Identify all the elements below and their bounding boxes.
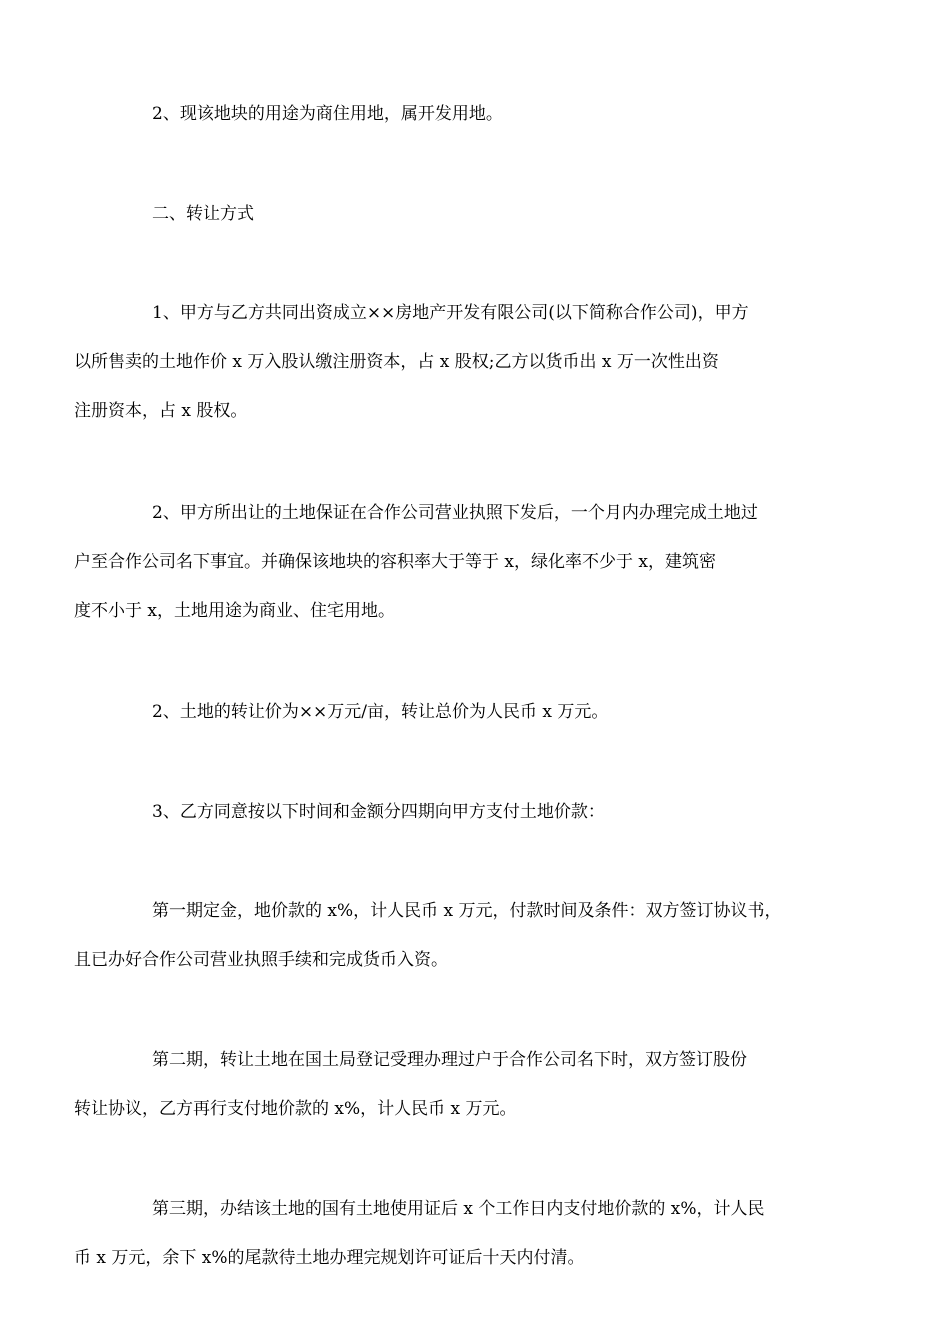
- text-line: 第二期，转让土地在国土局登记受理办理过户于合作公司名下时，双方签订股份: [152, 1050, 747, 1070]
- text-line: 第一期定金，地价款的 x%，计人民币 x 万元，付款时间及条件：双方签订协议书，: [152, 901, 782, 921]
- text-line: 1、甲方与乙方共同出资成立××房地产开发有限公司(以下简称合作公司)，甲方: [152, 303, 749, 323]
- text-line: 2、现该地块的用途为商住用地，属开发用地。: [152, 104, 503, 124]
- text-line: 户至合作公司名下事宜。并确保该地块的容积率大于等于 x，绿化率不少于 x，建筑密: [74, 552, 716, 572]
- text-line: 转让协议，乙方再行支付地价款的 x%，计人民币 x 万元。: [74, 1099, 517, 1119]
- text-line: 币 x 万元，余下 x%的尾款待土地办理完规划许可证后十天内付清。: [74, 1248, 585, 1268]
- section-heading-transfer-method: [113, 190, 840, 239]
- text-line: 2、甲方所出让的土地保证在合作公司营业执照下发后，一个月内办理完成土地过: [152, 503, 758, 523]
- text-line: 以所售卖的土地作价 x 万入股认缴注册资本，占 x 股权;乙方以货币出 x 万一次性出资: [74, 352, 719, 372]
- text-line: 3、乙方同意按以下时间和金额分四期向甲方支付土地价款：: [152, 802, 605, 822]
- text-line: 第三期，办结该土地的国有土地使用证后 x 个工作日内支付地价款的 x%，计人民: [152, 1199, 765, 1219]
- paragraph-second-payment: [74, 1036, 840, 1134]
- text-line: 二、转让方式: [152, 204, 254, 224]
- paragraph-payment-schedule: [113, 788, 840, 837]
- paragraph-land-use: [113, 90, 840, 139]
- text-line: 注册资本，占 x 股权。: [74, 401, 248, 421]
- text-line: 度不小于 x，土地用途为商业、住宅用地。: [74, 601, 395, 621]
- text-line: 2、土地的转让价为××万元/亩，转让总价为人民币 x 万元。: [152, 702, 609, 722]
- paragraph-land-guarantee: [74, 489, 840, 636]
- paragraph-joint-venture: [74, 289, 840, 436]
- paragraph-third-payment: [74, 1185, 840, 1283]
- paragraph-first-payment: [74, 887, 840, 985]
- text-line: 且已办好合作公司营业执照手续和完成货币入资。: [74, 950, 448, 970]
- paragraph-transfer-price: [113, 688, 840, 737]
